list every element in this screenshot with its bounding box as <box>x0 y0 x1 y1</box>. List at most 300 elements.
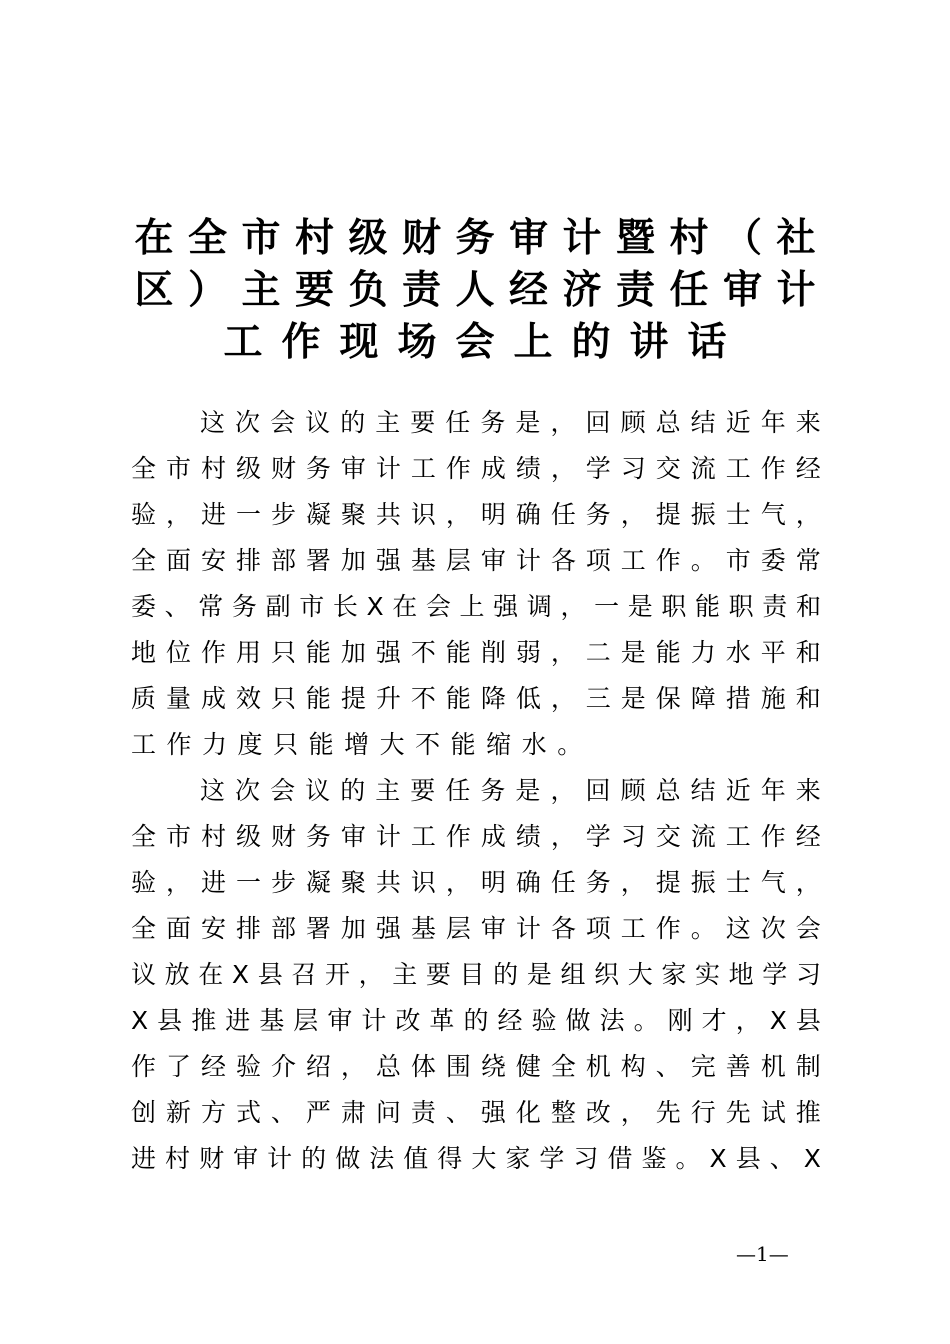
text-char: 层 <box>445 914 471 943</box>
text-char: 习 <box>795 960 821 989</box>
paragraph-line <box>131 492 821 538</box>
text-char: 三 <box>585 684 611 713</box>
text-char: 。 <box>675 1144 701 1173</box>
text-char: 任 <box>445 776 471 805</box>
document-body <box>131 400 821 1182</box>
text-char: 工 <box>223 320 263 365</box>
text-char: 能 <box>308 730 334 759</box>
text-char: 务 <box>455 216 495 261</box>
text-char: 会 <box>270 776 296 805</box>
text-char: 作 <box>200 638 226 667</box>
text-char: 、 <box>270 1098 296 1127</box>
text-char: 值 <box>403 1144 429 1173</box>
paragraph-line <box>131 1044 821 1090</box>
text-char: 了 <box>165 1052 191 1081</box>
text-char: 署 <box>305 914 331 943</box>
text-char: 量 <box>165 684 191 713</box>
text-char: 验 <box>131 868 157 897</box>
text-char: 的 <box>571 320 611 365</box>
text-char: 加 <box>340 638 366 667</box>
text-char: 务 <box>305 454 331 483</box>
text-char: 经 <box>795 822 821 851</box>
text-char: 讲 <box>629 320 669 365</box>
title-line-2 <box>128 265 822 317</box>
text-char: 振 <box>690 868 716 897</box>
text-char: 学 <box>585 822 611 851</box>
text-char: 现 <box>339 320 379 365</box>
text-char: 署 <box>305 546 331 575</box>
text-char: 能 <box>695 592 721 621</box>
text-char: 作 <box>655 914 681 943</box>
text-char: 议 <box>305 776 331 805</box>
text-char: 市 <box>241 216 281 261</box>
text-char: 作 <box>445 822 471 851</box>
text-char: 整 <box>550 1098 576 1127</box>
text-char: 能 <box>445 684 471 713</box>
text-char: 肃 <box>340 1098 366 1127</box>
text-char: X <box>366 592 384 621</box>
text-char: 升 <box>375 684 401 713</box>
text-char: 全 <box>131 914 157 943</box>
text-char: 流 <box>690 454 716 483</box>
text-char: 大 <box>627 960 653 989</box>
text-char: 交 <box>655 822 681 851</box>
text-char: 明 <box>480 868 506 897</box>
text-char: 基 <box>259 1006 285 1035</box>
text-char: ， <box>550 822 576 851</box>
text-char: 财 <box>401 216 441 261</box>
text-char: 提 <box>655 500 681 529</box>
text-char: 力 <box>690 638 716 667</box>
text-char: 在 <box>392 592 418 621</box>
text-char: 流 <box>690 822 716 851</box>
text-char: 法 <box>369 1144 395 1173</box>
text-char: 、 <box>164 592 190 621</box>
text-char: 会 <box>455 320 495 365</box>
text-char: 确 <box>515 500 541 529</box>
text-char: 度 <box>237 730 263 759</box>
text-char: 介 <box>270 1052 296 1081</box>
text-char: 近 <box>725 776 751 805</box>
text-char: 是 <box>627 592 653 621</box>
text-char: 要 <box>410 408 436 437</box>
text-char: 常 <box>198 592 224 621</box>
paragraph-2 <box>131 768 821 1182</box>
text-char: X <box>231 960 250 989</box>
text-char: 县 <box>795 1006 821 1035</box>
text-char: 低 <box>515 684 541 713</box>
text-char: 经 <box>497 1006 523 1035</box>
text-char: 面 <box>165 546 191 575</box>
text-char: X <box>803 1144 821 1173</box>
text-char: 职 <box>661 592 687 621</box>
text-char: 先 <box>655 1098 681 1127</box>
text-char: 市 <box>165 822 191 851</box>
text-char: 健 <box>515 1052 541 1081</box>
text-char: 层 <box>293 1006 319 1035</box>
text-char: 计 <box>515 914 541 943</box>
paragraph-line <box>131 1136 821 1182</box>
text-char: 主 <box>375 408 401 437</box>
text-char: 成 <box>200 684 226 713</box>
text-char: 和 <box>795 684 821 713</box>
text-char: 进 <box>200 500 226 529</box>
text-char: 审 <box>480 914 506 943</box>
text-char: 次 <box>235 408 261 437</box>
text-char: 只 <box>270 638 296 667</box>
paragraph-line <box>131 814 821 860</box>
text-char: 制 <box>795 1052 821 1081</box>
text-char: 级 <box>348 216 388 261</box>
text-char: 能 <box>445 638 471 667</box>
text-char: 基 <box>410 546 436 575</box>
text-char: 加 <box>340 546 366 575</box>
text-char: 审 <box>480 546 506 575</box>
text-char: 进 <box>225 1006 251 1035</box>
text-char: 成 <box>480 822 506 851</box>
text-char: 全 <box>131 454 157 483</box>
text-char: 项 <box>585 546 611 575</box>
text-char: 责 <box>762 592 788 621</box>
text-char: 开 <box>324 960 350 989</box>
text-char: 这 <box>200 776 226 805</box>
text-char: 审 <box>508 216 548 261</box>
text-char: 排 <box>235 914 261 943</box>
text-char: 、 <box>655 1052 681 1081</box>
text-char: 一 <box>235 868 261 897</box>
text-char: 县 <box>157 1006 183 1035</box>
text-char: 委 <box>131 592 157 621</box>
paragraph-line <box>131 906 821 952</box>
text-char: 振 <box>690 500 716 529</box>
text-char: 绩 <box>515 454 541 483</box>
text-char: 能 <box>305 638 331 667</box>
text-char: 任 <box>550 868 576 897</box>
text-char: 调 <box>526 592 552 621</box>
text-char: 学 <box>762 960 788 989</box>
text-char: 部 <box>270 914 296 943</box>
text-char: 结 <box>690 408 716 437</box>
text-char: 县 <box>735 1144 761 1173</box>
text-char: ， <box>550 454 576 483</box>
text-char: 各 <box>550 914 576 943</box>
text-char: 村 <box>200 822 226 851</box>
paragraph-line <box>131 768 821 814</box>
text-char: 试 <box>760 1098 786 1127</box>
text-char: 明 <box>480 500 506 529</box>
text-char: 市 <box>725 546 751 575</box>
text-char: 进 <box>200 868 226 897</box>
text-char: 计 <box>361 1006 387 1035</box>
text-char: 工 <box>620 546 646 575</box>
text-char: 要 <box>425 960 451 989</box>
text-char: 主 <box>375 776 401 805</box>
text-char: 经 <box>200 1052 226 1081</box>
paragraph-line <box>131 584 821 630</box>
text-char: 增 <box>344 730 370 759</box>
text-char: 验 <box>235 1052 261 1081</box>
text-char: 审 <box>340 454 366 483</box>
text-char: ， <box>550 684 576 713</box>
text-char: （ <box>722 216 762 261</box>
page-number: —1— <box>736 1242 789 1266</box>
title-line-1 <box>128 213 822 265</box>
text-char: 机 <box>760 1052 786 1081</box>
text-char: 审 <box>340 822 366 851</box>
text-char: 位 <box>165 638 191 667</box>
text-char: 学 <box>539 1144 565 1173</box>
text-char: 水 <box>521 730 547 759</box>
text-char: 气 <box>760 868 786 897</box>
text-char: 安 <box>200 914 226 943</box>
text-char: 家 <box>505 1144 531 1173</box>
text-char: 会 <box>425 592 451 621</box>
text-char: 工 <box>620 914 646 943</box>
text-char: 顾 <box>620 776 646 805</box>
text-char: 计 <box>267 1144 293 1173</box>
text-char: 安 <box>200 546 226 575</box>
text-char: 任 <box>550 500 576 529</box>
text-char: ， <box>735 1006 761 1035</box>
text-char: 能 <box>450 730 476 759</box>
text-char: 才 <box>701 1006 727 1035</box>
text-char: 村 <box>669 216 709 261</box>
text-char: ） <box>187 268 227 313</box>
text-char: 主 <box>241 268 281 313</box>
text-char: 只 <box>270 684 296 713</box>
text-char: 上 <box>513 320 553 365</box>
text-char: 能 <box>655 638 681 667</box>
text-char: 凝 <box>305 500 331 529</box>
text-char: 作 <box>166 730 192 759</box>
text-char: 全 <box>131 546 157 575</box>
text-char: 全 <box>187 216 227 261</box>
text-char: 要 <box>410 776 436 805</box>
text-char: 绩 <box>515 822 541 851</box>
text-char: 革 <box>429 1006 455 1035</box>
text-char: 级 <box>235 822 261 851</box>
text-char: 强 <box>493 592 519 621</box>
text-char: 地 <box>728 960 754 989</box>
text-char: 议 <box>305 408 331 437</box>
text-char: 、 <box>445 1098 471 1127</box>
text-char: 凝 <box>305 868 331 897</box>
text-char: 工 <box>725 822 751 851</box>
paragraph-line <box>131 538 821 584</box>
text-char: 责 <box>410 1098 436 1127</box>
paragraph-line <box>131 722 821 768</box>
text-char: 在 <box>198 960 224 989</box>
text-char: 次 <box>760 914 786 943</box>
text-char: 障 <box>690 684 716 713</box>
text-char: 不 <box>415 730 441 759</box>
text-char: 全 <box>550 1052 576 1081</box>
text-char: 经 <box>795 454 821 483</box>
text-char: 会 <box>270 408 296 437</box>
text-char: 近 <box>725 408 751 437</box>
text-char: 措 <box>725 684 751 713</box>
text-char: 长 <box>332 592 358 621</box>
text-char: 是 <box>526 960 552 989</box>
text-char: 务 <box>585 868 611 897</box>
text-char: 质 <box>131 684 157 713</box>
text-char: 气 <box>760 500 786 529</box>
text-char: X <box>131 1006 149 1035</box>
text-char: 。 <box>690 914 716 943</box>
text-char: 人 <box>455 268 495 313</box>
text-char: 构 <box>620 1052 646 1081</box>
text-char: 机 <box>585 1052 611 1081</box>
text-char: 化 <box>515 1098 541 1127</box>
text-char: 体 <box>410 1052 436 1081</box>
text-char: 大 <box>379 730 405 759</box>
text-char: 。 <box>690 546 716 575</box>
text-char: 年 <box>760 776 786 805</box>
text-char: 财 <box>270 454 296 483</box>
text-char: 完 <box>690 1052 716 1081</box>
text-char: 。 <box>633 1006 659 1035</box>
text-char: 组 <box>560 960 586 989</box>
text-char: 用 <box>235 638 261 667</box>
text-char: 改 <box>395 1006 421 1035</box>
text-char: 县 <box>257 960 283 989</box>
text-char: 务 <box>480 776 506 805</box>
text-char: 围 <box>445 1052 471 1081</box>
text-char: 善 <box>725 1052 751 1081</box>
text-char: 会 <box>795 914 821 943</box>
text-char: ， <box>620 500 646 529</box>
document-title <box>128 213 822 369</box>
text-char: 刚 <box>667 1006 693 1035</box>
text-char: 审 <box>233 1144 259 1173</box>
text-char: 负 <box>348 268 388 313</box>
text-char: 做 <box>335 1144 361 1173</box>
text-char: 式 <box>235 1098 261 1127</box>
text-char: ， <box>560 592 586 621</box>
text-char: 副 <box>265 592 291 621</box>
text-char: 习 <box>573 1144 599 1173</box>
text-char: 不 <box>410 684 436 713</box>
text-char: 提 <box>340 684 366 713</box>
paragraph-line <box>131 1090 821 1136</box>
text-char: 主 <box>392 960 418 989</box>
text-char: 层 <box>445 546 471 575</box>
text-char: 社 <box>776 216 816 261</box>
text-char: 市 <box>165 454 191 483</box>
text-char: 成 <box>480 454 506 483</box>
text-char: 责 <box>615 268 655 313</box>
text-char: 习 <box>620 454 646 483</box>
text-char: 审 <box>722 268 762 313</box>
text-char: 的 <box>340 776 366 805</box>
text-char: 聚 <box>340 500 366 529</box>
text-char: ， <box>165 500 191 529</box>
text-char: 总 <box>655 776 681 805</box>
text-char: ， <box>620 1098 646 1127</box>
text-char: 强 <box>375 638 401 667</box>
text-char: ， <box>340 1052 366 1081</box>
text-char: 一 <box>594 592 620 621</box>
text-char: 次 <box>235 776 261 805</box>
text-char: 部 <box>270 546 296 575</box>
text-char: 排 <box>235 546 261 575</box>
paragraph-line <box>131 630 821 676</box>
text-char: 共 <box>375 500 401 529</box>
text-char: 计 <box>375 454 401 483</box>
title-line-3 <box>128 317 822 369</box>
text-char: 、 <box>769 1144 795 1173</box>
text-char: 召 <box>291 960 317 989</box>
paragraph-line <box>131 676 821 722</box>
text-char: 级 <box>235 454 261 483</box>
text-char: 务 <box>585 500 611 529</box>
text-char: 工 <box>131 730 157 759</box>
text-char: 任 <box>445 408 471 437</box>
text-char: 市 <box>299 592 325 621</box>
text-char: 顾 <box>620 408 646 437</box>
text-char: 力 <box>202 730 228 759</box>
text-char: 结 <box>690 776 716 805</box>
text-char: 步 <box>270 868 296 897</box>
paragraph-line <box>131 400 821 446</box>
text-char: ， <box>620 868 646 897</box>
paragraph-line <box>131 860 821 906</box>
text-char: 是 <box>515 776 541 805</box>
text-char: 做 <box>565 1006 591 1035</box>
text-char: 强 <box>375 914 401 943</box>
text-char: 作 <box>445 454 471 483</box>
text-char: 习 <box>620 822 646 851</box>
text-char: 家 <box>661 960 687 989</box>
text-char: 确 <box>515 868 541 897</box>
paragraph-line <box>131 952 821 998</box>
text-char: 计 <box>776 268 816 313</box>
text-char: 区 <box>134 268 174 313</box>
text-char: 目 <box>459 960 485 989</box>
text-char: 济 <box>562 268 602 313</box>
text-char: 绍 <box>305 1052 331 1081</box>
text-char: 地 <box>131 638 157 667</box>
text-char: 行 <box>690 1098 716 1127</box>
text-char: 暨 <box>615 216 655 261</box>
text-char: 织 <box>594 960 620 989</box>
text-char: 验 <box>531 1006 557 1035</box>
text-char: 改 <box>585 1098 611 1127</box>
text-char: 是 <box>620 684 646 713</box>
text-char: 责 <box>401 268 441 313</box>
text-char: 加 <box>340 914 366 943</box>
text-char: 削 <box>480 638 506 667</box>
text-char: 的 <box>493 960 519 989</box>
text-char: 识 <box>410 868 436 897</box>
text-char: 面 <box>165 914 191 943</box>
text-char: 新 <box>165 1098 191 1127</box>
text-char: 弱 <box>515 638 541 667</box>
text-char: 绕 <box>480 1052 506 1081</box>
text-char: 能 <box>305 684 331 713</box>
text-char: 村 <box>165 1144 191 1173</box>
text-char: 鉴 <box>641 1144 667 1173</box>
text-char: 平 <box>760 638 786 667</box>
text-char: 步 <box>270 500 296 529</box>
text-char: 职 <box>728 592 754 621</box>
text-char: 任 <box>669 268 709 313</box>
text-char: 场 <box>397 320 437 365</box>
text-char: 工 <box>725 454 751 483</box>
text-char: ， <box>358 960 384 989</box>
text-char: 的 <box>340 408 366 437</box>
text-char: 的 <box>301 1144 327 1173</box>
